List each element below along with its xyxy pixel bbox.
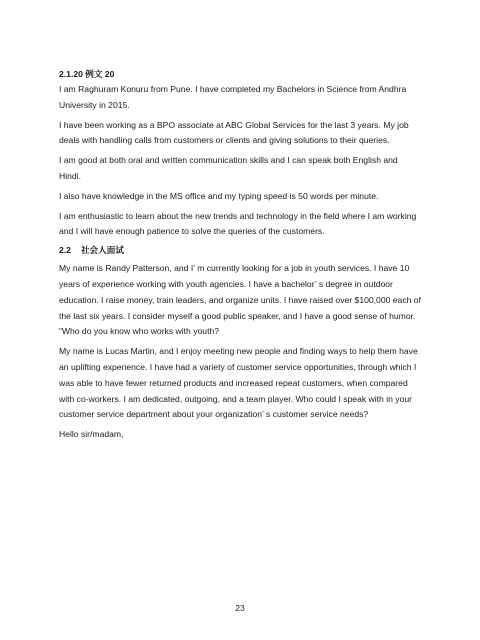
paragraph: My name is Randy Patterson, and I’ m currently looking for a job in youth services. I have 10 years of experience working with youth agencies. I have a bachelor’ s degree in outdoor education. I raise money, train leaders, and organize units. I have raised over $100,000 each of the last six years. I consider myself a good public speaker, and I have a good sense of humor. “Who do you know who works with youth? (59, 263, 421, 337)
document-page (59, 68, 421, 447)
paragraph: I also have knowledge in the MS office and my typing speed is 50 words per minute. (59, 190, 379, 201)
paragraph: I am good at both oral and written communication skills and I can speak both English and Hindi. (59, 155, 398, 181)
paragraph: Hello sir/madam, (59, 429, 124, 440)
page-number: 23 (235, 603, 245, 613)
paragraph: I have been working as a BPO associate at ABC Global Services for the last 3 years. My job deals with handling calls from customers or clients and giving solutions to their queries. (59, 119, 409, 146)
paragraph: I am enthusiastic to learn about the new trends and technology in the field where I am working and I will have enough patience to solve the queries of the customers. (59, 210, 417, 237)
section-number: 2.2 (59, 245, 71, 256)
paragraph: My name is Lucas Martin, and I enjoy meeting new people and finding ways to help them have an uplifting experience. I have had a variety of customer service opportunities, through which I was able to have fewer returned products and increased repeat customers, when compared with co-workers. I am dedicated, outgoing, and a team player. Who could I speak with in your customer service department about your organization’ s customer service needs? (59, 346, 418, 420)
section-heading-2-2 (59, 244, 421, 257)
section-title: 社会人面试 (80, 245, 124, 256)
section-heading-2-1-20: 2.1.20 例文 20 (59, 69, 115, 79)
paragraph: I am Raghuram Konuru from Pune. I have completed my Bachelors in Science from Andhra University in 2015. (59, 84, 407, 110)
